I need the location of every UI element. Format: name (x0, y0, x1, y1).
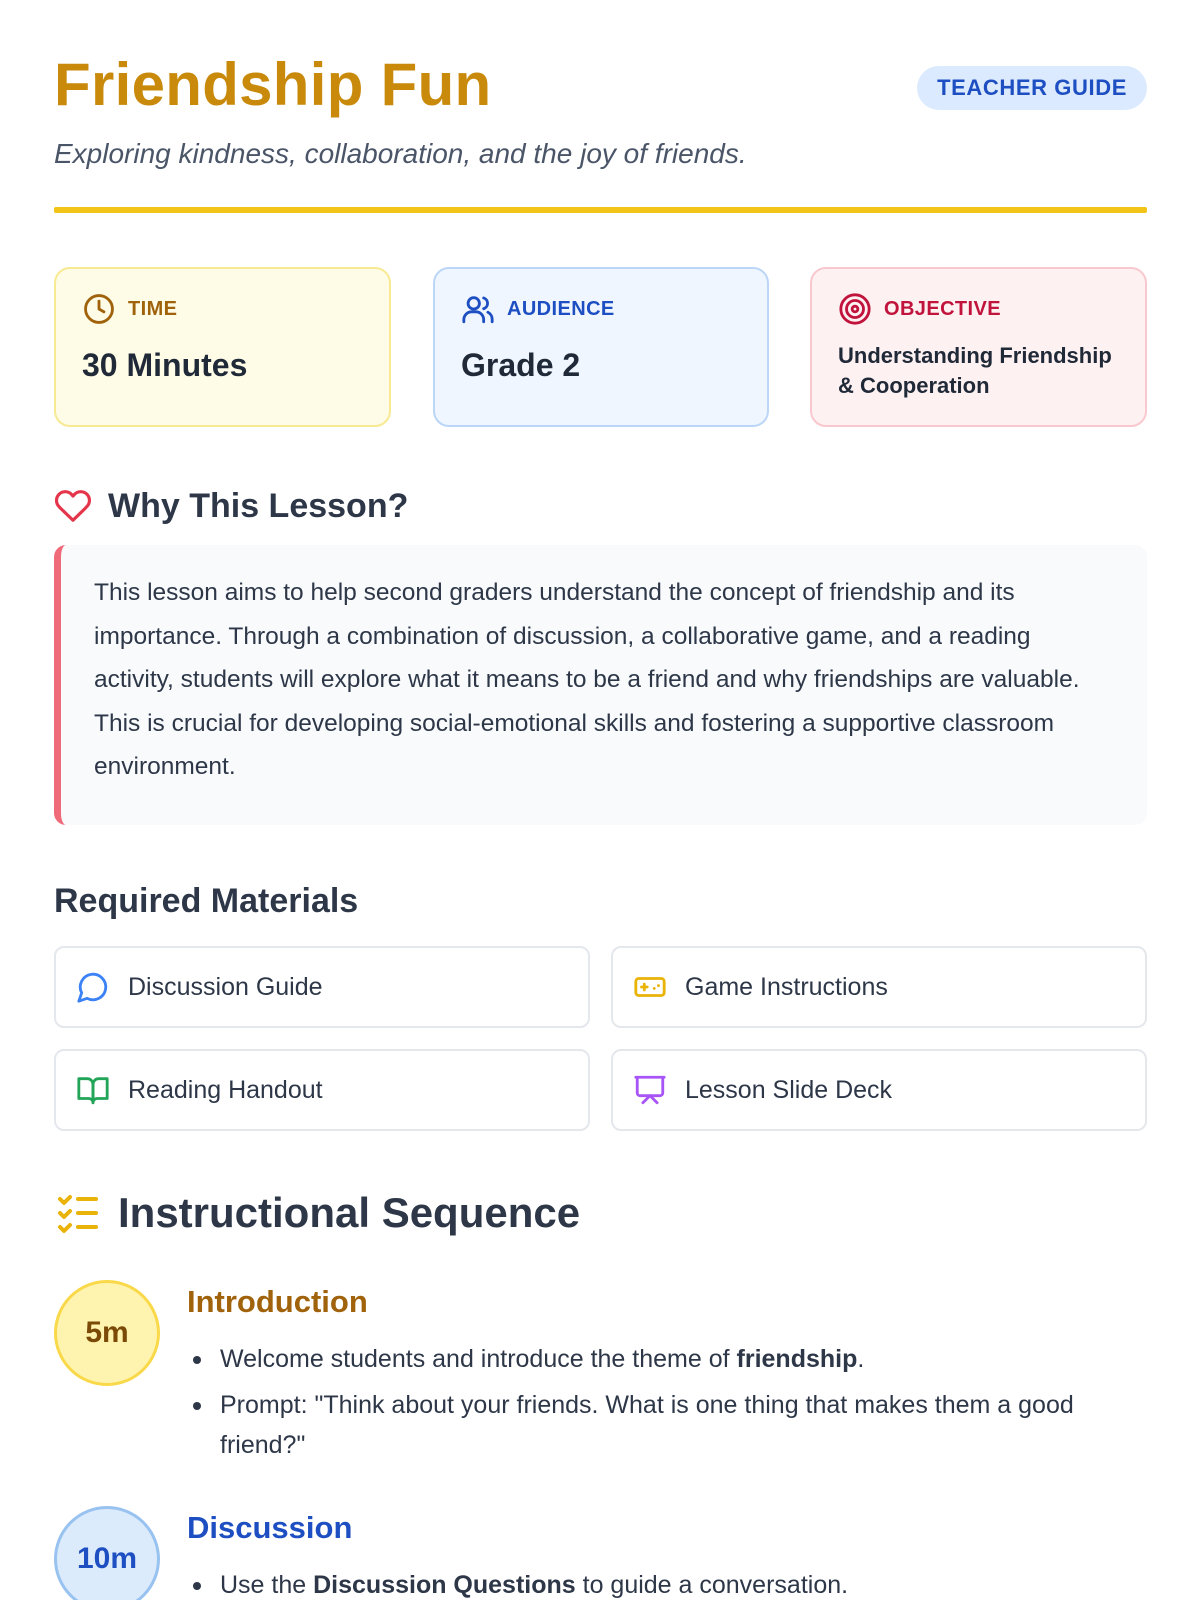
why-heading: Why This Lesson? (108, 486, 409, 525)
target-icon (838, 292, 872, 326)
gamepad-icon (633, 970, 667, 1004)
header (54, 50, 1147, 120)
time-label: TIME (128, 297, 178, 320)
open-book-icon (76, 1073, 110, 1107)
sequence-heading: Instructional Sequence (118, 1189, 581, 1236)
sequence-section-header (54, 1188, 580, 1238)
step-duration-badge: 5m (54, 1280, 160, 1386)
audience-label: AUDIENCE (507, 297, 615, 320)
audience-card (433, 267, 769, 427)
why-description: This lesson aims to help second graders understand the concept of friendship and its importance. Through a combination of discussion, a collaborative game, and a reading activity, students will explore what it means to be a friend and why friendships are valuable. This is crucial for developing social-emotional skills and fostering a supportive classroom environment. (54, 545, 1147, 825)
step-title-discussion: Discussion (187, 1510, 353, 1545)
material-label: Reading Handout (128, 1075, 323, 1104)
audience-value: Grade 2 (461, 347, 581, 383)
material-label: Discussion Guide (128, 972, 323, 1001)
step-duration-badge: 10m (54, 1506, 160, 1600)
materials-heading: Required Materials (54, 882, 359, 920)
list-item: Use the Discussion Questions to guide a conversation. (187, 1565, 1147, 1600)
list-item: Prompt: "Think about your friends. What is one thing that makes them a good friend?" (187, 1385, 1147, 1465)
material-lesson-slide-deck (611, 1049, 1147, 1131)
chat-bubble-icon (76, 970, 110, 1004)
time-value: 30 Minutes (82, 347, 248, 383)
header-divider (54, 207, 1147, 213)
list-item: Welcome students and introduce the theme of friendship. (187, 1339, 1147, 1379)
page-title: Friendship Fun (54, 51, 492, 118)
step-bullets-introduction (187, 1339, 1147, 1471)
heart-icon (54, 487, 92, 525)
objective-label: OBJECTIVE (884, 297, 1001, 320)
objective-value: Understanding Friendship & Cooperation (838, 343, 1112, 398)
users-icon (461, 292, 495, 326)
time-card (54, 267, 391, 427)
step-title-introduction: Introduction (187, 1284, 368, 1319)
material-label: Lesson Slide Deck (685, 1075, 893, 1104)
step-bullets-discussion (187, 1565, 1147, 1600)
clock-icon (82, 292, 116, 326)
presentation-icon (633, 1073, 667, 1107)
lesson-plan-page (54, 0, 1147, 1600)
checklist-icon (54, 1189, 102, 1237)
material-discussion-guide (54, 946, 590, 1028)
why-section-header (54, 485, 408, 527)
page-subtitle: Exploring kindness, collaboration, and the joy of friends. (54, 138, 747, 169)
material-reading-handout (54, 1049, 590, 1131)
teacher-guide-badge: TEACHER GUIDE (917, 66, 1147, 110)
material-label: Game Instructions (685, 972, 888, 1001)
material-game-instructions (611, 946, 1147, 1028)
objective-card (810, 267, 1147, 427)
